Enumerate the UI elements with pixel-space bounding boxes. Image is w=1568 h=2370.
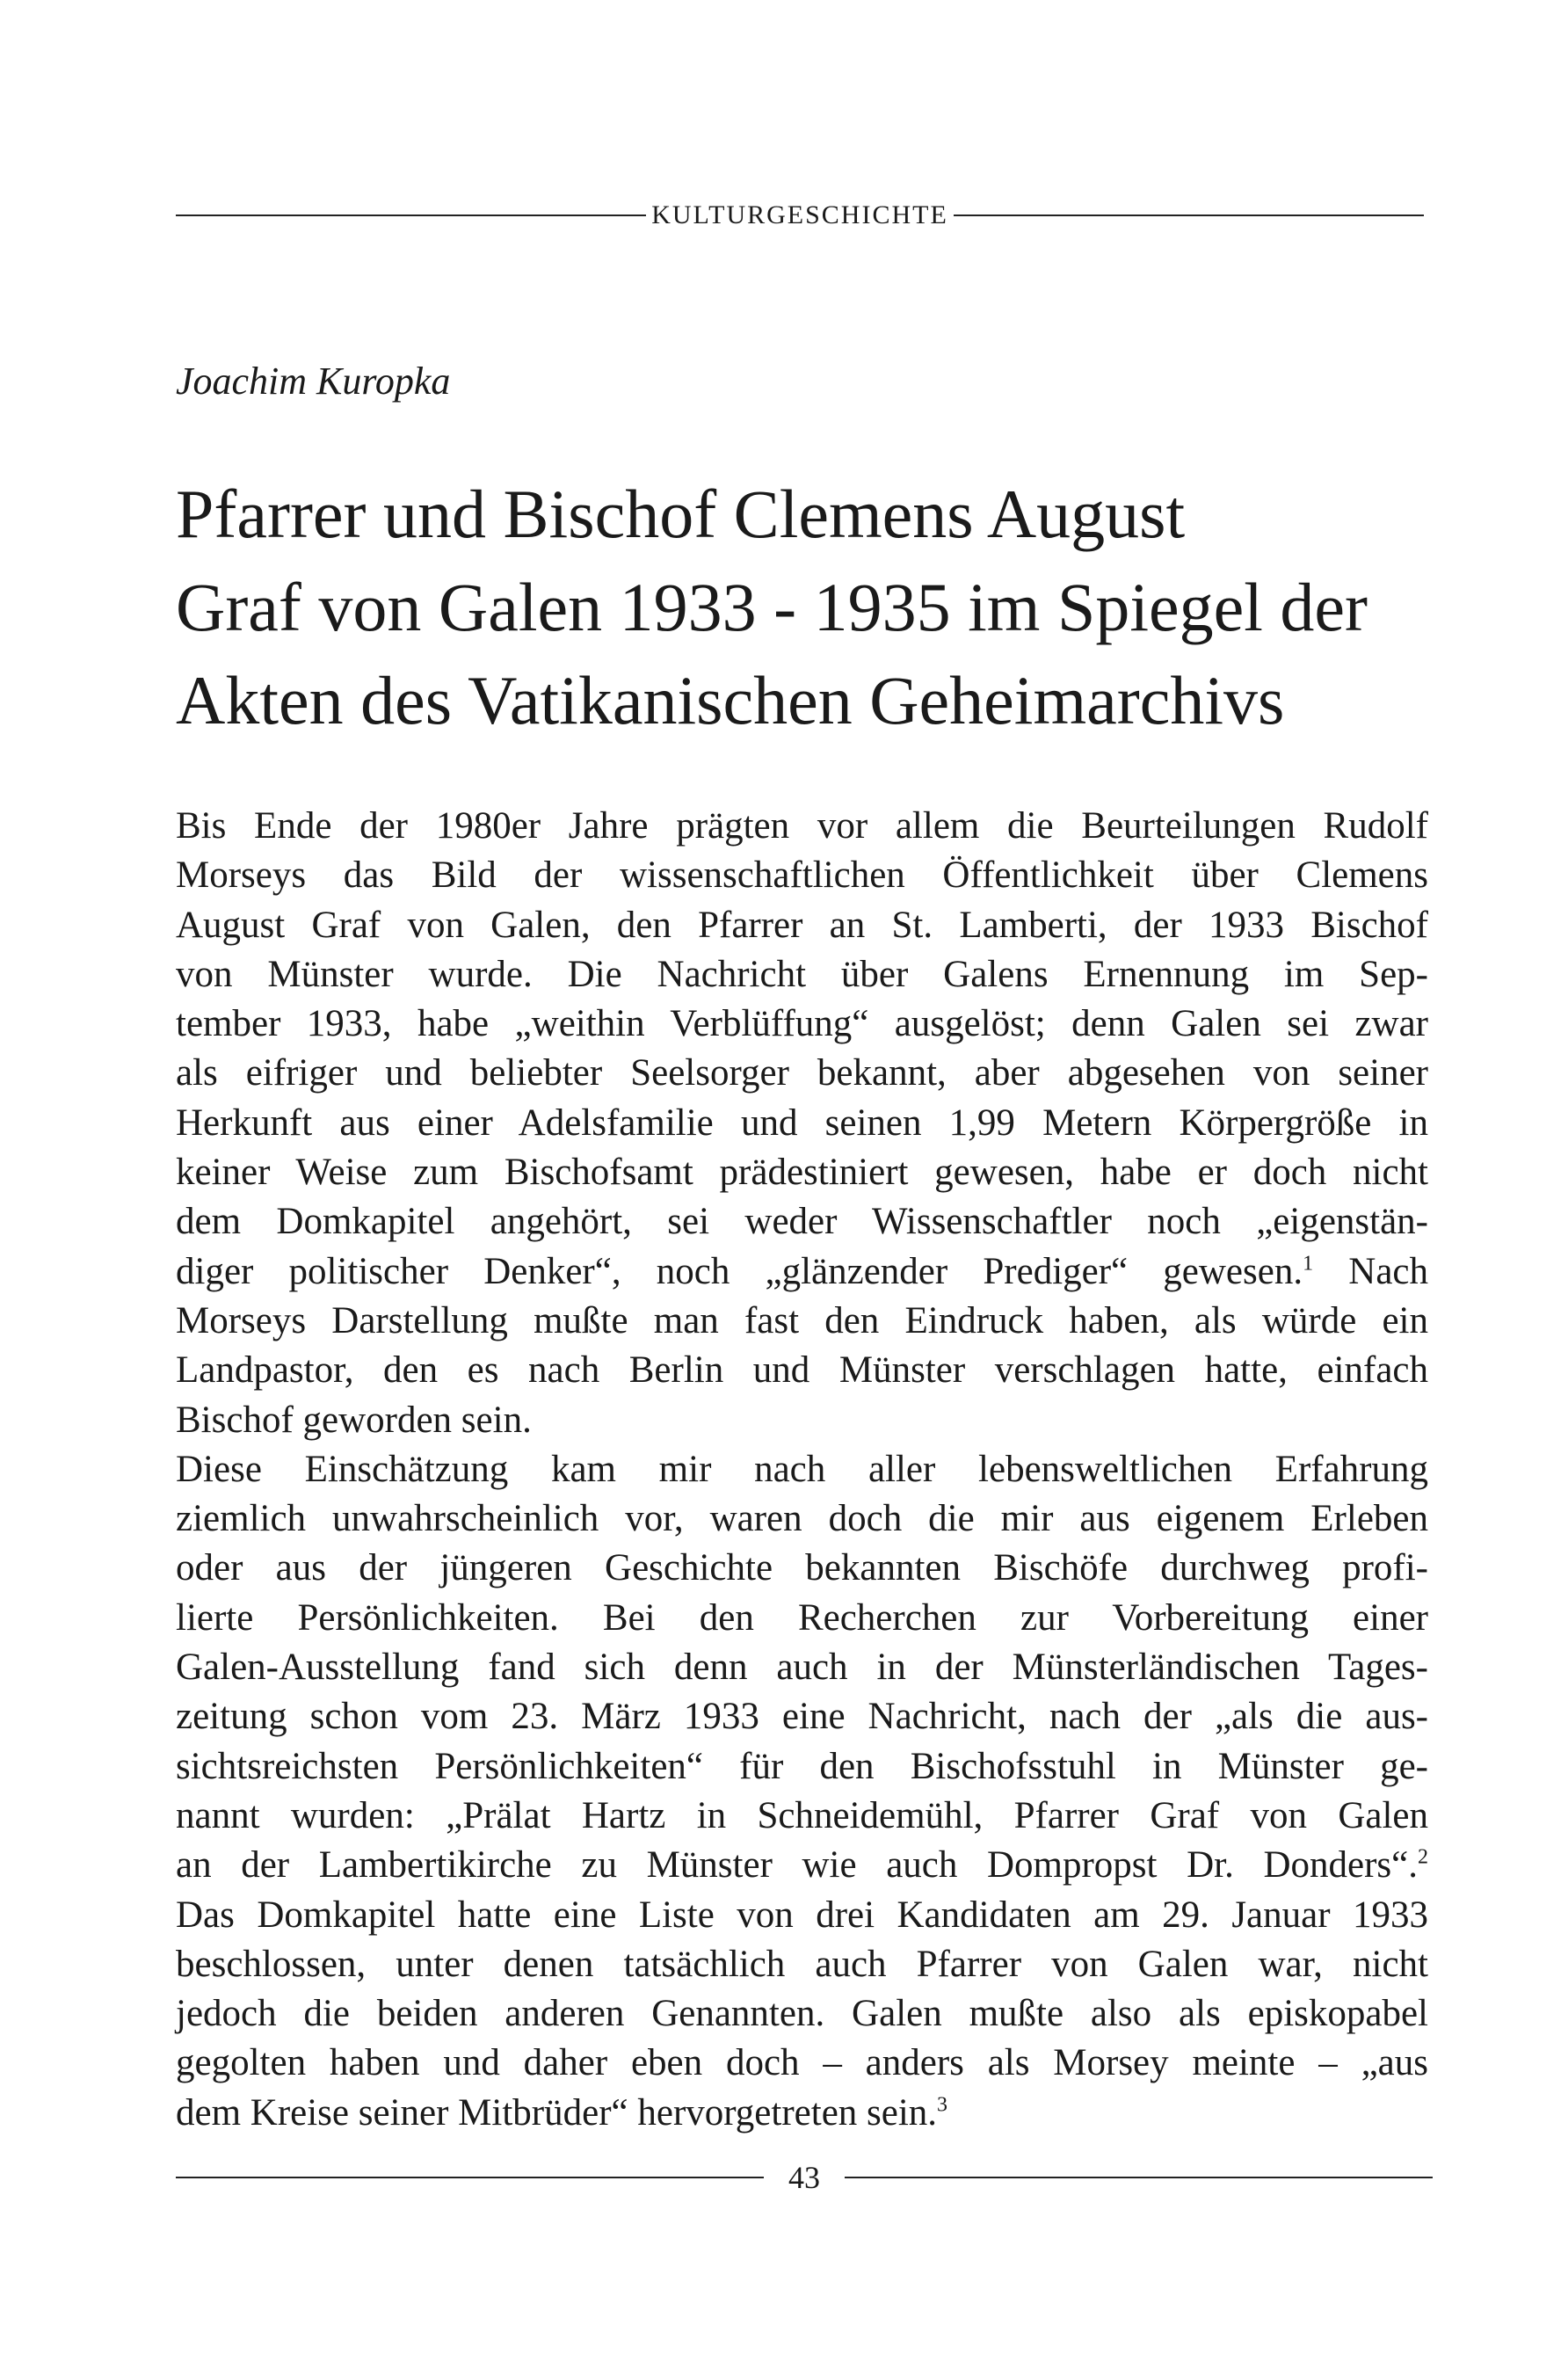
title-line: Graf von Galen 1933 - 1935 im Spiegel der [176, 569, 1368, 645]
author-name: Joachim Kuropka [176, 360, 451, 403]
header-rule-right [954, 214, 1424, 216]
body-line: Morseys Darstellung mußte man fast den Eindruck haben, als würde ein [176, 1299, 1428, 1341]
body-line: Das Domkapitel hatte eine Liste von drei Kandidaten am 29. Januar 1933 [176, 1894, 1428, 1936]
body-line: oder aus der jüngeren Geschichte bekannten Bischöfe durchweg profi- [176, 1547, 1428, 1589]
body-line: Galen-Ausstellung fand sich denn auch in der Münsterländischen Tages- [176, 1647, 1428, 1689]
footnote-ref-3: 3 [937, 2093, 948, 2117]
body-line: von Münster wurde. Die Nachricht über Galens Ernennung im Sep- [176, 953, 1428, 995]
body-line: lierte Persönlichkeiten. Bei den Recherchen zur Vorbereitung einer [176, 1596, 1428, 1639]
body-line: sichtsreichsten Persönlichkeiten“ für den Bischofsstuhl in Münster ge- [176, 1745, 1428, 1787]
body-line: Bis Ende der 1980er Jahre prägten vor allem die Beurteilungen Rudolf [176, 805, 1428, 847]
body-line: beschlossen, unter denen tatsächlich auch Pfarrer von Galen war, nicht [176, 1943, 1428, 1985]
body-line-text: diger politischer Denker“, noch „glänzender Prediger“ gewesen. [176, 1250, 1303, 1292]
body-line: zeitung schon vom 23. März 1933 eine Nachricht, nach der „als die aus- [176, 1696, 1428, 1738]
body-line-text: an der Lambertikirche zu Münster wie auch Dompropst Dr. Donders“. [176, 1844, 1418, 1887]
page-number: 43 [788, 2160, 820, 2195]
title-line: Akten des Vatikanischen Geheimarchivs [176, 662, 1285, 738]
body-line: Diese Einschätzung kam mir nach aller lebensweltlichen Erfahrung [176, 1448, 1428, 1490]
body-line: als eifriger und beliebter Seelsorger bekannt, aber abgesehen von seiner [176, 1052, 1428, 1094]
body-line: gegolten haben und daher eben doch – anders als Morsey meinte – „aus [176, 2042, 1428, 2084]
running-header [176, 198, 1424, 233]
body-line: Landpastor, den es nach Berlin und Münster verschlagen hatte, einfach [176, 1349, 1428, 1392]
body-line: Bischof geworden sein. [176, 1399, 532, 1441]
article-title [176, 468, 1441, 747]
title-line: Pfarrer und Bischof Clemens August [176, 476, 1186, 552]
body-line-footnote-2 [176, 1841, 1428, 1890]
body-line: dem Domkapitel angehört, sei weder Wissenschaftler noch „eigenstän- [176, 1201, 1428, 1243]
body-line: tember 1933, habe „weithin Verblüffung“ ausgelöst; denn Galen sei zwar [176, 1003, 1428, 1045]
body-line: Herkunft aus einer Adelsfamilie und seinen 1,99 Metern Körpergröße in [176, 1101, 1428, 1144]
section-label: KULTURGESCHICHTE [651, 200, 948, 229]
header-rule-left [176, 214, 646, 216]
body-line: August Graf von Galen, den Pfarrer an St. Lamberti, der 1933 Bischof [176, 904, 1428, 946]
body-line: keiner Weise zum Bischofsamt prädestiniert gewesen, habe er doch nicht [176, 1152, 1428, 1194]
body-line: ziemlich unwahrscheinlich vor, waren doch die mir aus eigenem Erleben [176, 1498, 1428, 1540]
footnote-ref-1: 1 [1303, 1252, 1314, 1276]
footer-rule-right [845, 2177, 1433, 2178]
article-body [176, 802, 1428, 2138]
body-line-text: dem Kreise seiner Mitbrüder“ hervorgetreten sein. [176, 2091, 938, 2134]
footer-rule-left [176, 2177, 764, 2178]
body-line-footnote-3 [176, 2089, 1428, 2138]
page-footer [176, 2156, 1433, 2199]
body-line-text: Nach [1348, 1250, 1428, 1292]
footnote-ref-2: 2 [1418, 1845, 1428, 1869]
body-line: Morseys das Bild der wissenschaftlichen Öffentlichkeit über Clemens [176, 854, 1428, 897]
body-line: jedoch die beiden anderen Genannten. Galen mußte also als episkopabel [176, 1993, 1428, 2035]
body-line: nannt wurden: „Prälat Hartz in Schneidemühl, Pfarrer Graf von Galen [176, 1794, 1428, 1836]
body-line-footnote-1 [176, 1247, 1428, 1297]
